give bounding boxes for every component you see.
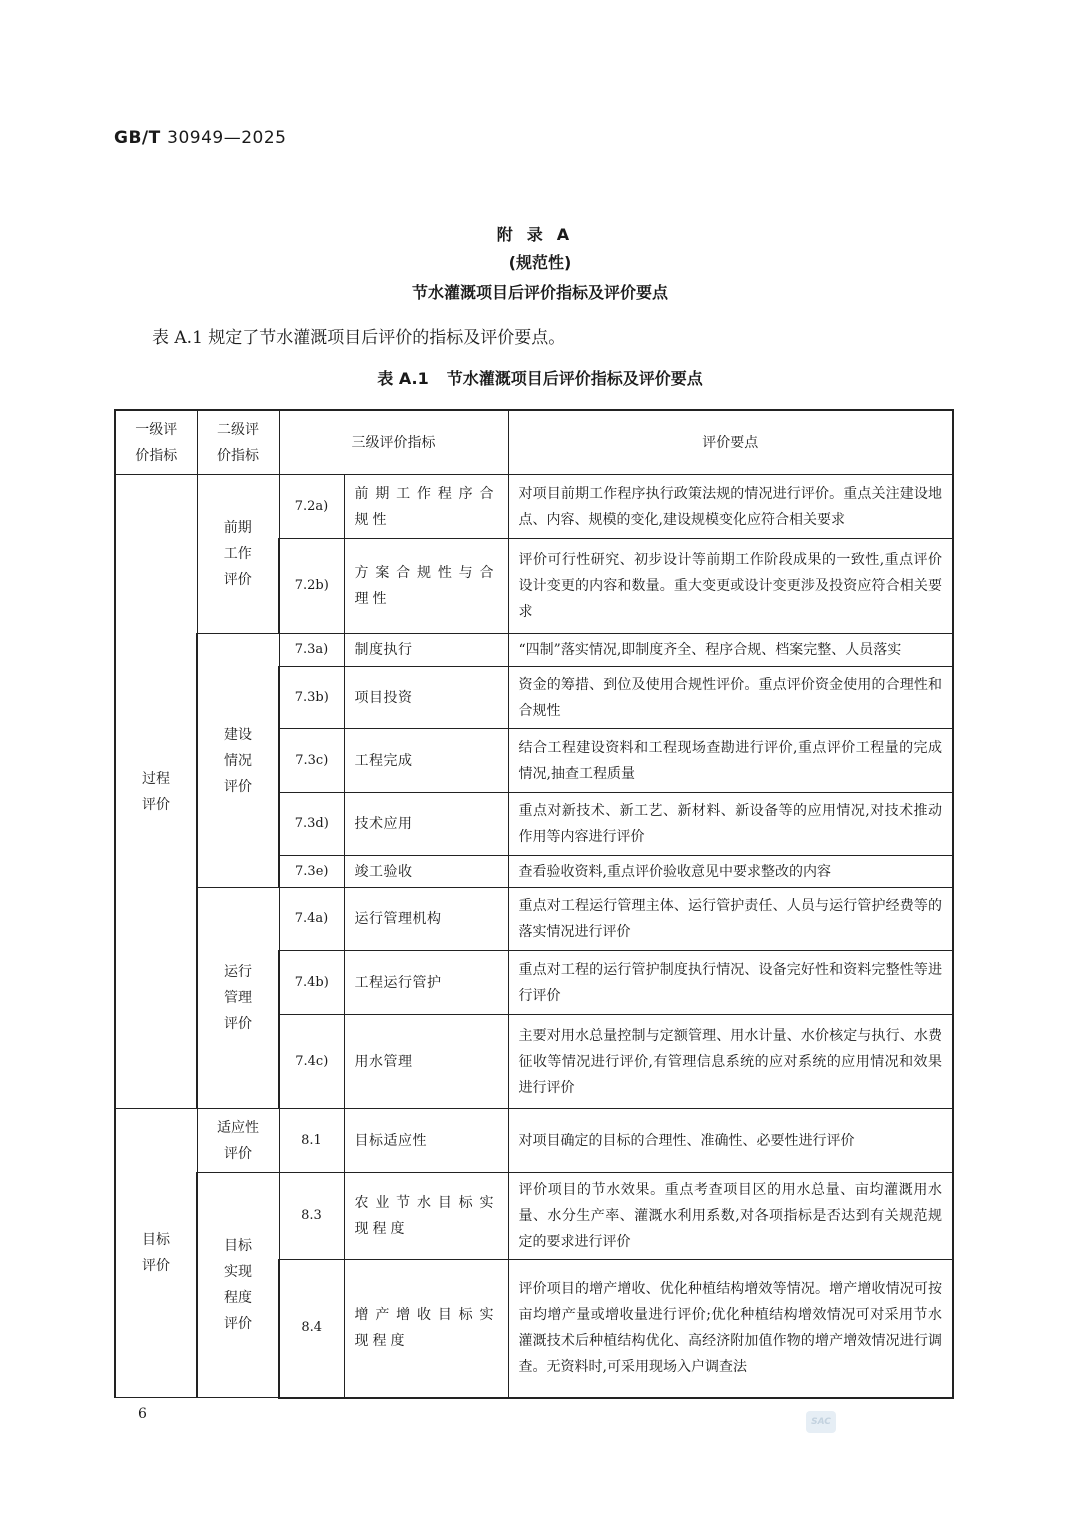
indicator-cell: 竣工验收: [344, 856, 508, 888]
points-cell: 评价可行性研究、初步设计等前期工作阶段成果的一致性,重点评价设计变更的内容和数量。重大变更或设计变更涉及投资应符合相关要求: [508, 539, 953, 634]
level1-cell: 目标评价: [115, 1109, 197, 1398]
level2-cell: 前期工作评价: [197, 475, 279, 634]
indicator-cell: 工程完成: [344, 729, 508, 793]
standard-code: [114, 128, 286, 148]
level2-cell: 适应性评价: [197, 1109, 279, 1173]
points-cell: 结合工程建设资料和工程现场查勘进行评价,重点评价工程量的完成情况,抽查工程质量: [508, 729, 953, 793]
header-level3: 三级评价指标: [279, 410, 508, 475]
header-points: 评价要点: [508, 410, 953, 475]
level1-cell: 过程评价: [115, 475, 197, 1109]
table-row: [115, 1173, 953, 1260]
standard-prefix: GB/T: [114, 128, 161, 148]
points-cell: 评价项目的增产增收、优化种植结构增效等情况。增产增收情况可按亩均增产量或增收量进行评价;优化种植结构增效情况可对采用节水灌溉技术后种植结构优化、高经济附加值作物的增产增效情况进行调查。无资料时,可采用现场入户调查法: [508, 1260, 953, 1398]
points-cell: 资金的筹措、到位及使用合规性评价。重点评价资金使用的合理性和合规性: [508, 667, 953, 729]
level2-cell: 运行管理评价: [197, 888, 279, 1109]
code-cell: 7.4a): [279, 888, 344, 951]
level2-cell: 建设情况评价: [197, 634, 279, 888]
sac-logo: SAC: [806, 1411, 836, 1433]
code-cell: 8.4: [279, 1260, 344, 1398]
points-cell: 查看验收资料,重点评价验收意见中要求整改的内容: [508, 856, 953, 888]
code-cell: 7.2b): [279, 539, 344, 634]
indicator-cell: 用水管理: [344, 1015, 508, 1109]
code-cell: 7.3d): [279, 793, 344, 856]
code-cell: 7.3e): [279, 856, 344, 888]
page-number: 6: [138, 1406, 147, 1422]
indicator-cell: 技术应用: [344, 793, 508, 856]
points-cell: “四制”落实情况,即制度齐全、程序合规、档案完整、人员落实: [508, 634, 953, 667]
table-caption-title: 节水灌溉项目后评价指标及评价要点: [446, 369, 703, 388]
level2-cell: 目标实现程度评价: [197, 1173, 279, 1398]
points-cell: 对项目前期工作程序执行政策法规的情况进行评价。重点关注建设地点、内容、规模的变化,建设规模变化应符合相关要求: [508, 475, 953, 539]
header-level1: 一级评价指标: [115, 410, 197, 475]
code-cell: 8.1: [279, 1109, 344, 1173]
indicator-cell: 制度执行: [344, 634, 508, 667]
indicator-cell: 农业节水目标实现程度: [344, 1173, 508, 1260]
code-cell: 7.3b): [279, 667, 344, 729]
indicator-cell: 增产增收目标实现程度: [344, 1260, 508, 1398]
points-cell: 重点对工程的运行管护制度执行情况、设备完好性和资料完整性等进行评价: [508, 951, 953, 1015]
code-cell: 7.4b): [279, 951, 344, 1015]
code-cell: 7.3c): [279, 729, 344, 793]
code-cell: 7.4c): [279, 1015, 344, 1109]
table-header-row: [115, 410, 953, 475]
points-cell: 评价项目的节水效果。重点考查项目区的用水总量、亩均灌溉用水量、水分生产率、灌溉水利用系数,对各项指标是否达到有关规范规定的要求进行评价: [508, 1173, 953, 1260]
points-cell: 对项目确定的目标的合理性、准确性、必要性进行评价: [508, 1109, 953, 1173]
points-cell: 重点对工程运行管理主体、运行管护责任、人员与运行管护经费等的落实情况进行评价: [508, 888, 953, 951]
annex-name: 节水灌溉项目后评价指标及评价要点: [411, 283, 668, 302]
indicator-cell: 目标适应性: [344, 1109, 508, 1173]
intro-paragraph: 表 A.1 规定了节水灌溉项目后评价的指标及评价要点。: [152, 328, 566, 348]
table-row: [115, 634, 953, 667]
points-cell: 主要对用水总量控制与定额管理、用水计量、水价核定与执行、水费征收等情况进行评价,有管理信息系统的应对系统的应用情况和效果进行评价: [508, 1015, 953, 1109]
standard-number: 30949—2025: [167, 128, 287, 148]
code-cell: 8.3: [279, 1173, 344, 1260]
header-level2: 二级评价指标: [197, 410, 279, 475]
indicator-cell: 工程运行管护: [344, 951, 508, 1015]
annex-type: (规范性): [508, 253, 572, 272]
points-cell: 重点对新技术、新工艺、新材料、新设备等的应用情况,对技术推动作用等内容进行评价: [508, 793, 953, 856]
annex-title: 附录A: [496, 225, 584, 244]
table-row: [115, 1109, 953, 1173]
code-cell: 7.3a): [279, 634, 344, 667]
indicator-cell: 方案合规性与合理性: [344, 539, 508, 634]
indicator-cell: 项目投资: [344, 667, 508, 729]
table-row: [115, 888, 953, 951]
table-caption: [0, 366, 1080, 389]
indicator-cell: 运行管理机构: [344, 888, 508, 951]
evaluation-table: [114, 409, 954, 1399]
code-cell: 7.2a): [279, 475, 344, 539]
table-row: [115, 475, 953, 539]
indicator-cell: 前期工作程序合规性: [344, 475, 508, 539]
table-caption-number: 表 A.1: [377, 369, 429, 388]
